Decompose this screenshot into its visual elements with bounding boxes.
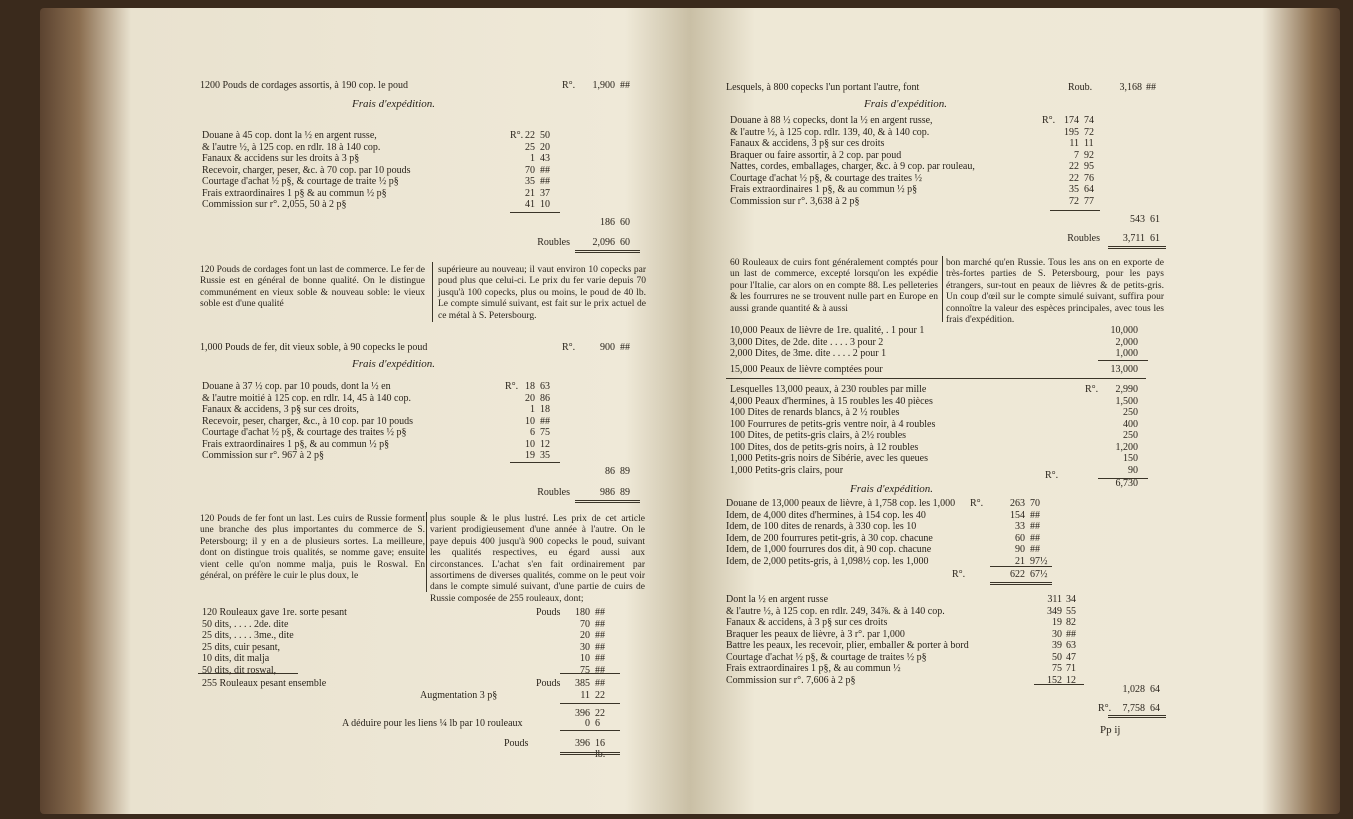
subtotal-rule [1098, 360, 1148, 361]
amount: 33 [1015, 521, 1025, 532]
amount-cents: 61 [1150, 214, 1160, 225]
amount: 900 [600, 342, 615, 353]
amount: 11 [580, 690, 590, 701]
amount: 150 [1123, 453, 1138, 464]
subtotal-rule [560, 673, 620, 674]
line-label: & l'autre moitié à 125 cop. en rdlr. 14, 45 à 140 cop. [202, 392, 411, 404]
amount: 50 [1052, 651, 1062, 663]
amount: 72 [1069, 195, 1079, 207]
section-subtitle: Frais d'expédition. [864, 98, 948, 110]
line-label: Nattes, cordes, emballages, charger, &c. à 9 cop. par rouleau, [730, 161, 975, 172]
line-label: 10 dits, dit malja [202, 653, 270, 664]
amount-cents: 22 [595, 690, 605, 701]
amount: 174 [1064, 115, 1079, 126]
line-label: Lesquels, à 800 copecks l'un portant l'autre, font [726, 82, 920, 93]
amount-cents: ## [595, 641, 605, 653]
currency-label: R°. [1042, 115, 1056, 126]
amount: 41 [525, 199, 535, 210]
line-label: Recevoir, charger, peser, &c. à 70 cop. par 10 pouds [202, 164, 411, 176]
line-label: Braquer ou faire assortir, à 2 cop. par poud [730, 149, 902, 161]
line-label: 10,000 Peaux de lièvre de 1re. qualité, . 1 pour 1 [730, 325, 925, 336]
line-label: Commission sur r°. 2,055, 50 à 2 p§ [202, 199, 347, 210]
amount: 30 [580, 641, 590, 653]
amount: 20 [525, 392, 535, 404]
amount: 1,028 [1122, 684, 1145, 695]
amount-cents: ## [540, 415, 550, 427]
amount: 11 [1069, 138, 1079, 149]
line-label: Idem, de 2,000 petits-gris, à 1,098½ cop. les 1,000 [726, 555, 929, 567]
amount: 18 [525, 381, 535, 392]
line-label: Douane à 45 cop. dont la ½ en argent russe, [202, 130, 377, 141]
subtotal-rule [510, 212, 560, 213]
right-page [690, 0, 1170, 806]
currency-label: R°. [562, 80, 576, 91]
amount: 154 [1010, 509, 1025, 521]
amount: 1 [530, 153, 535, 164]
amount-cents: 60 [620, 217, 630, 228]
amount: 986 [600, 487, 615, 498]
amount: 1,900 [592, 80, 615, 91]
amount: 396 [575, 708, 590, 719]
amount-cents: ## [595, 664, 605, 676]
amount-cents: 55 [1066, 605, 1076, 617]
amount-cents: 60 [620, 237, 630, 248]
section-rule [726, 378, 1146, 379]
line-label: Douane à 37 ½ cop. par 10 pouds, dont la ½ en [202, 381, 391, 392]
amount: 35 [525, 176, 535, 187]
amount: 1,500 [1115, 395, 1138, 407]
amount-cents: 70 [1030, 498, 1040, 509]
amount: 396 [575, 738, 590, 749]
currency-label: R°. [1098, 703, 1112, 714]
currency-label: Pouds [536, 607, 561, 618]
amount-cents: 47 [1066, 651, 1076, 663]
roubles-label: Roubles [1067, 233, 1100, 244]
amount: 10 [525, 438, 535, 450]
amount: 19 [525, 450, 535, 461]
amount-cents: 12 [540, 438, 550, 450]
amount-cents: 67½ [1030, 569, 1048, 580]
line-label: 1,000 Petits-gris clairs, pour [730, 464, 844, 476]
pouds-label: Pouds [504, 738, 529, 749]
section-rule [198, 673, 298, 674]
amount-cents: 11 [1084, 138, 1094, 149]
line-label: Lesquelles 13,000 peaux, à 230 roubles par mille [730, 384, 927, 395]
amount-cents: 76 [1084, 172, 1094, 184]
amount-cents: 72 [1084, 126, 1094, 138]
amount: 7,758 [1122, 703, 1145, 714]
line-label: Frais extraordinaires 1 p§, & au commun ½ [726, 663, 901, 674]
paragraph: plus souple & le plus lustré. Les prix de cet article varient prodigieusement d'une année à l'autre. On le paye depuis 400 jusqu'à 900 copecks le poud, suivant les qualités respectives, eu égard aussi aux circonstances. L'achat s'en fait ordinairement par assortimens de diverses qualités, comme on le peut voir dans le compte simulé suivant, d'une partie de cuirs de Russie composée de 255 rouleaux, dont; [430, 514, 645, 604]
amount: 19 [1052, 617, 1062, 628]
amount-cents: 18 [540, 404, 550, 415]
amount: 90 [1128, 464, 1138, 476]
amount: 1 [530, 404, 535, 415]
line-label: Courtage d'achat ½ p§, & courtage des traites ½ [730, 172, 923, 184]
amount: 0 [585, 718, 590, 729]
amount: 250 [1123, 430, 1138, 441]
amount: 20 [580, 630, 590, 641]
amount-cents: ## [1030, 521, 1040, 532]
amount: 250 [1123, 407, 1138, 418]
amount: 10 [580, 653, 590, 664]
amount: 6 [530, 427, 535, 438]
subtotal-rule [990, 566, 1052, 567]
amount-cents: 12 [1066, 674, 1076, 686]
amount: 6,730 [1115, 478, 1138, 489]
amount-cents: ## [1066, 628, 1076, 640]
subtotal-rule [560, 703, 620, 704]
section-subtitle: Frais d'expédition. [850, 483, 934, 495]
line-label: Idem, de 1,000 fourrures dos dit, à 90 cop. chacune [726, 544, 932, 555]
line-label: 4,000 Peaux d'hermines, à 15 roubles les 40 pièces [730, 395, 933, 407]
amount: 2,000 [1115, 336, 1138, 348]
currency-label: Pouds [536, 678, 561, 689]
amount-cents: 22 [595, 708, 605, 719]
amount-cents: 74 [1084, 115, 1094, 126]
amount-cents: 71 [1066, 663, 1076, 674]
amount-cents: 16 lb. [595, 738, 606, 760]
amount: 263 [1010, 498, 1025, 509]
amount: 186 [600, 217, 615, 228]
line-label: 100 Dites, de petits-gris clairs, à 2½ roubles [730, 430, 907, 441]
paragraph: 120 Pouds de fer font un last. Les cuirs de Russie forment une branche des plus importantes du commerce de S. Petersbourg; il y en a de plusieurs sortes. La meilleure, dont on distingue trois qualités, se nomme gave; ensuite vient celle qu'on nomme malja, puis le Roswal. En général, on préfère le cuir le plus doux, le [200, 514, 425, 582]
amount: 3,168 [1119, 82, 1142, 93]
amount: 75 [1052, 663, 1062, 674]
total-rule [1108, 715, 1166, 720]
amount-cents: ## [540, 176, 550, 187]
amount-cents: 97½ [1030, 555, 1048, 567]
amount: 13,000 [1110, 364, 1138, 375]
line-label: Commission sur r°. 967 à 2 p§ [202, 450, 325, 461]
total-rule [575, 250, 640, 255]
line-label: Courtage d'achat ½ p§, & courtage des traites ½ p§ [202, 427, 407, 438]
line-label: 2,000 Dites, de 3me. dite . . . . 2 pour 1 [730, 348, 887, 359]
line-label: & l'autre ½, à 125 cop. en rdlr. 249, 34⅞. & à 140 cop. [726, 605, 945, 617]
amount-cents: ## [1030, 544, 1040, 555]
line-label: Fanaux & accidens sur les droits à 3 p§ [202, 153, 360, 164]
signature-mark: Pp ij [1100, 724, 1121, 736]
line-label: 50 dits, dit roswal, [202, 664, 277, 676]
amount-cents: 92 [1084, 149, 1094, 161]
line-label: 1200 Pouds de cordages assortis, à 190 cop. le poud [200, 80, 409, 91]
subtotal-rule [510, 462, 560, 463]
amount: 86 [605, 466, 615, 477]
amount: 75 [580, 664, 590, 676]
amount: 7 [1074, 149, 1079, 161]
amount-cents: 10 [540, 199, 550, 210]
currency-label: R°. [1085, 384, 1099, 395]
line-label: 1,000 Petits-gris noirs de Sibérie, avec les queues [730, 453, 929, 464]
subtotal-rule [560, 730, 620, 731]
amount: 311 [1047, 594, 1062, 605]
currency-label: R°. [505, 381, 519, 392]
paragraph: 120 Pouds de cordages font un last de commerce. Le fer de Russie est en général de bonne qualité. On le distingue communément en vieux soble & nouveau soble: le vieux soble est d'une qualité [200, 265, 425, 310]
paragraph: bon marché qu'en Russie. Tous les ans on en exporte de très-fortes parties de S. Petersbourg, pour les pays étrangers, sur-tout en peaux de lièvres & de petits-gris. Un coup d'œil sur le compte simulé suivant, suffira pour connoître la valeur des espèces principales, avec tous les frais d'expédition. [946, 258, 1164, 326]
roubles-label: Roubles [537, 487, 570, 498]
line-label: 50 dits, . . . . 2de. dite [202, 618, 289, 630]
amount-cents: 50 [540, 130, 550, 141]
amount-cents: 89 [620, 487, 630, 498]
line-label: Courtage d'achat ½ p§, & courtage de traite ½ p§ [202, 176, 399, 187]
line-label: 25 dits, . . . . 3me., dite [202, 630, 294, 641]
line-label: 15,000 Peaux de lièvre comptées pour [730, 364, 883, 375]
amount-cents: 64 [1084, 184, 1094, 195]
line-label: 100 Dites de renards blancs, à 2 ½ roubles [730, 407, 900, 418]
amount: 622 [1010, 569, 1025, 580]
amount: 70 [525, 164, 535, 176]
line-label: Commission sur r°. 7,606 à 2 p§ [726, 674, 856, 686]
line-label: & l'autre ½, à 125 cop. rdlr. 139, 40, & à 140 cop. [730, 126, 930, 138]
amount-cents: 37 [540, 187, 550, 199]
amount-cents: ## [595, 618, 605, 630]
amount-cents: 64 [1150, 703, 1160, 714]
line-label: Battre les peaux, les recevoir, plier, emballer & porter à bord [726, 640, 969, 651]
left-page [120, 0, 670, 806]
line-label: Douane à 88 ½ copecks, dont la ½ en argent russe, [730, 115, 933, 126]
line-label: 1,000 Pouds de fer, dit vieux soble, à 90 copecks le poud [200, 342, 428, 353]
amount: 10,000 [1110, 325, 1138, 336]
amount: 2,990 [1115, 384, 1138, 395]
currency-label: R°. [970, 498, 984, 509]
line-label: Commission sur r°. 3,638 à 2 p§ [730, 195, 860, 207]
deduction-label: A déduire pour les liens ¼ lb par 10 rouleaux [342, 718, 523, 729]
total-rule [575, 500, 640, 505]
line-label: Fanaux & accidens, 3 p§ sur ces droits, [202, 404, 359, 415]
total-rule [560, 752, 620, 757]
amount: 349 [1047, 605, 1062, 617]
amount-cents: 6 [595, 718, 600, 729]
amount: 22 [1069, 172, 1079, 184]
amount-cents: ## [595, 630, 605, 641]
line-label: Idem, de 100 dites de renards, à 330 cop. les 10 [726, 521, 917, 532]
amount-cents: ## [595, 653, 605, 664]
line-label: Dont la ½ en argent russe [726, 594, 829, 605]
column-divider [942, 256, 943, 322]
paragraph: supérieure au nouveau; il vaut environ 10 copecks par poud plus que celui-ci. Le prix du fer varie depuis 70 jusqu'à 100 copecks, plus ou moins, le poud de 40 lb. Le compte simulé suivant, est fait sur le prix actuel de ce métal à S. Petersbourg. [438, 265, 646, 321]
amount-cents: ## [540, 164, 550, 176]
amount: 180 [575, 607, 590, 618]
line-label: 255 Rouleaux pesant ensemble [202, 678, 327, 689]
amount-cents: 86 [540, 392, 550, 404]
amount: 3,711 [1122, 233, 1145, 244]
currency-label: R°. [1045, 470, 1059, 481]
subtotal-rule [1050, 210, 1100, 211]
amount-cents: 61 [1150, 233, 1160, 244]
line-label: 25 dits, cuir pesant, [202, 641, 281, 653]
column-divider [432, 262, 433, 322]
line-label: 100 Dites, dos de petits-gris noirs, à 12 roubles [730, 441, 919, 453]
currency-label: R°. [510, 130, 524, 141]
amount: 22 [525, 130, 535, 141]
currency-label: Roub. [1068, 82, 1093, 93]
amount: 1,000 [1115, 348, 1138, 359]
amount-cents: 63 [1066, 640, 1076, 651]
line-label: Frais extraordinaires 1 p§, & au commun ½ p§ [730, 184, 918, 195]
amount-cents: 75 [540, 427, 550, 438]
amount-cents: 77 [1084, 195, 1094, 207]
amount: 195 [1064, 126, 1079, 138]
amount: 90 [1015, 544, 1025, 555]
amount-cents: ## [1030, 509, 1040, 521]
amount: 2,096 [592, 237, 615, 248]
line-label: Courtage d'achat ½ p§, & courtage de traites ½ p§ [726, 651, 927, 663]
line-label: Fanaux & accidens, 3 p§ sur ces droits [730, 138, 885, 149]
amount-cents: 20 [540, 141, 550, 153]
paragraph: 60 Rouleaux de cuirs font généralement comptés pour un last de commerce, excepté lorsqu'on les expédie pour l'Italie, car alors on en compte 88. Les pelleteries & les fourrures ne se trouvent nulle part en Europe en aussi grande quantité & à aussi [730, 258, 938, 314]
section-subtitle: Frais d'expédition. [352, 358, 436, 370]
amount: 22 [1069, 161, 1079, 172]
line-label: Frais extraordinaires 1 p§, & au commun ½ p§ [202, 438, 390, 450]
amount-cents: 34 [1066, 594, 1076, 605]
line-label: Braquer les peaux de lièvre, à 3 r°. par 1,000 [726, 628, 905, 640]
amount: 21 [525, 187, 535, 199]
currency-label: R°. [562, 342, 576, 353]
amount: 30 [1052, 628, 1062, 640]
amount-cents: ## [1146, 82, 1156, 93]
amount: 60 [1015, 532, 1025, 544]
amount-cents: ## [620, 342, 630, 353]
amount: 1,200 [1115, 441, 1138, 453]
amount: 35 [1069, 184, 1079, 195]
line-label: 3,000 Dites, de 2de. dite . . . . 3 pour 2 [730, 336, 884, 348]
total-rule [990, 582, 1052, 587]
amount-cents: 63 [540, 381, 550, 392]
amount: 21 [1015, 555, 1025, 567]
amount: 385 [575, 678, 590, 689]
line-label: Idem, de 4,000 dites d'hermines, à 154 cop. les 40 [726, 509, 926, 521]
amount: 152 [1047, 674, 1062, 686]
column-divider [426, 512, 427, 592]
amount-cents: ## [1030, 532, 1040, 544]
amount-cents: ## [595, 678, 605, 689]
line-label: Idem, de 200 fourrures petit-gris, à 30 cop. chacune [726, 532, 933, 544]
roubles-label: Roubles [537, 237, 570, 248]
amount-cents: 89 [620, 466, 630, 477]
line-label: 100 Fourrures de petits-gris ventre noir, à 4 roubles [730, 418, 936, 430]
amount: 70 [580, 618, 590, 630]
amount: 25 [525, 141, 535, 153]
total-rule [1108, 246, 1166, 251]
amount-cents: 82 [1066, 617, 1076, 628]
amount: 400 [1123, 418, 1138, 430]
line-label: Frais extraordinaires 1 p§ & au commun ½ p§ [202, 187, 387, 199]
amount-cents: ## [595, 607, 605, 618]
amount: 10 [525, 415, 535, 427]
amount-cents: 95 [1084, 161, 1094, 172]
line-label: Fanaux & accidens, à 3 p§ sur ces droits [726, 617, 888, 628]
line-label: Douane de 13,000 peaux de lièvre, à 1,758 cop. les 1,000 [726, 498, 956, 509]
amount-cents: 64 [1150, 684, 1160, 695]
subtotal-rule [1034, 684, 1084, 685]
amount: 543 [1130, 214, 1145, 225]
currency-label: R°. [952, 569, 966, 580]
line-label: & l'autre ½, à 125 cop. en rdlr. 18 à 140 cop. [202, 141, 381, 153]
amount-cents: 43 [540, 153, 550, 164]
amount-cents: 35 [540, 450, 550, 461]
section-subtitle: Frais d'expédition. [352, 98, 436, 110]
amount: 39 [1052, 640, 1062, 651]
augmentation-label: Augmentation 3 p§ [420, 690, 498, 701]
line-label: 120 Rouleaux gave 1re. sorte pesant [202, 607, 347, 618]
line-label: Recevoir, peser, charger, &c., à 10 cop. par 10 pouds [202, 415, 414, 427]
amount-cents: ## [620, 80, 630, 91]
